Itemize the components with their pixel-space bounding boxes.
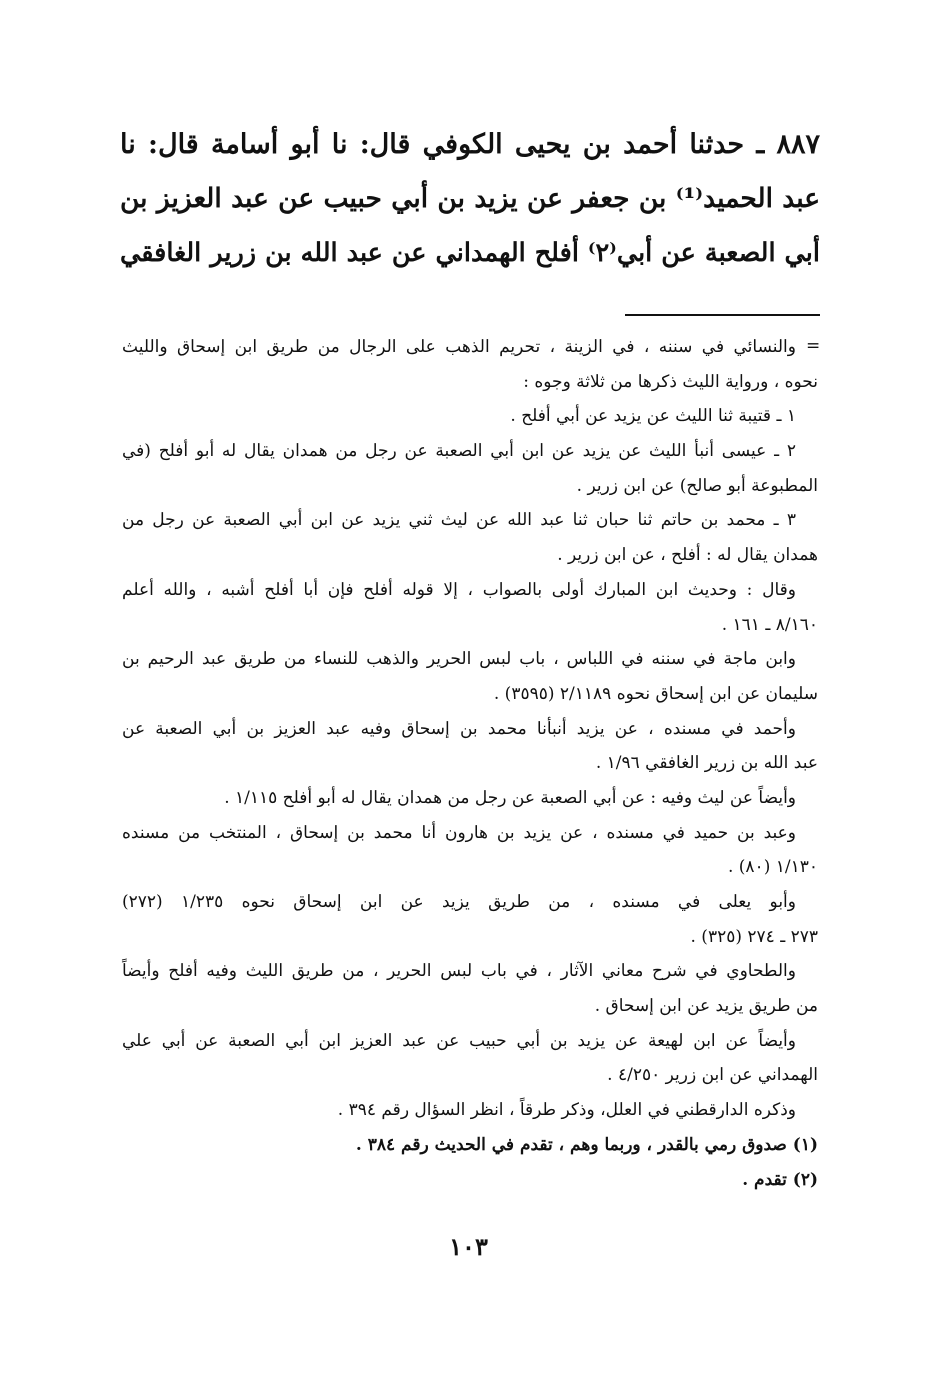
footnote-line: وقال : وحديث ابن المبارك أولى بالصواب ، إلا قوله أفلح فإن أبا أفلح أشبه ، والله أعلم — [122, 579, 796, 600]
footnote-line: والطحاوي في شرح معاني الآثار ، في باب لبس الحرير ، من طريق الليث وفيه أفلح وأيضاً — [122, 961, 796, 982]
footnote-1: (١) صدوق رمي بالقدر ، وربما وهم ، تقدم في الحديث رقم ٣٨٤ . — [355, 1134, 818, 1155]
main-text-line: أبي الصعبة عن أبي⁽٢⁾ أفلح الهمداني عن عبد الله بن زرير الغافقي — [120, 238, 820, 268]
hadith-main-text — [120, 118, 820, 280]
footnote-line: ١ ـ قتيبة ثنا الليث عن يزيد عن أبي أفلح . — [510, 406, 796, 427]
footnote-line: سليمان عن ابن إسحاق نحوه ٢/١١٨٩ (٣٥٩٥) . — [493, 683, 818, 704]
footnote-line: ٢ ـ عيسى أنبأ الليث عن يزيد عن ابن أبي الصعبة عن رجل من همدان يقال له أبو أفلح (في — [122, 441, 796, 462]
footnote-line: وابن ماجة في سننه في اللباس ، باب لبس الحرير والذهب للنساء من طريق عبد الرحيم بن — [122, 649, 796, 670]
footnote-line: ٢٧٣ ـ ٢٧٤ (٣٢٥) . — [690, 926, 818, 947]
footnote-line: وأبو يعلى في مسنده ، من طريق يزيد عن ابن إسحاق نحوه ١/٢٣٥ (٢٧٢) — [122, 892, 796, 912]
footnote-line: وأيضاً عن ليث وفيه : عن أبي الصعبة عن رجل من همدان يقال له أبو أفلح ١/١١٥ . — [224, 787, 796, 808]
footnotes-block — [122, 330, 821, 1197]
footnote-line: وذكره الدارقطني في العلل، وذكر طرقاً ، انظر السؤال رقم ٣٩٤ . — [337, 1100, 796, 1121]
page-number: ١٠٣ — [449, 1232, 488, 1261]
footnote-line: وأحمد في مسنده ، عن يزيد أنبأنا محمد بن إسحاق وفيه عبد العزيز بن أبي الصعبة عن — [122, 718, 796, 739]
footnote-line: ٨/١٦٠ ـ ١٦١ . — [721, 614, 818, 635]
footnote-line: والنسائي في سننه ، في الزينة ، تحريم الذهب على الرجال من طريق ابن إسحاق والليث — [122, 337, 796, 357]
footnote-separator — [625, 314, 820, 316]
footnote-line: نحوه ، ورواية الليث ذكرها من ثلاثة وجوه : — [523, 371, 818, 392]
footnote-2: (٢) تقدم . — [742, 1169, 818, 1190]
footnote-line: المطبوعة أبو صالح) عن ابن زرير . — [576, 475, 818, 496]
main-text-line: ٨٨٧ ـ حدثنا أحمد بن يحيى الكوفي قال: نا أبو أسامة قال: نا — [120, 129, 820, 160]
footnote-line: الهمداني عن ابن زرير ٤/٢٥٠ . — [607, 1065, 818, 1086]
footnote-line: وأيضاً عن ابن لهيعة عن يزيد بن أبي حبيب عن عبد العزيز ابن أبي الصعبة عن أبي علي — [122, 1030, 796, 1051]
footnote-line: من طريق يزيد عن ابن إسحاق . — [594, 996, 818, 1017]
footnote-line: وعبد بن حميد في مسنده ، عن يزيد بن هارون أنا محمد بن إسحاق ، المنتخب من مسنده — [122, 822, 796, 843]
footnote-line: عبد الله بن زرير الغافقي ١/٩٦ . — [595, 753, 818, 774]
footnote-line: همدان يقال له : أفلح ، عن ابن زرير . — [557, 545, 818, 566]
main-text-line: عبد الحميد⁽¹⁾ بن جعفر عن يزيد بن أبي حبيب عن عبد العزيز بن — [120, 183, 821, 214]
continuation-mark: = — [806, 336, 821, 356]
footnote-line: ١/١٣٠ (٨٠) . — [727, 857, 818, 878]
footnote-line: ٣ ـ محمد بن حاتم ثنا حبان ثنا عبد الله عن ليث ثني يزيد عن ابن أبي الصعبة عن رجل من — [122, 510, 796, 531]
